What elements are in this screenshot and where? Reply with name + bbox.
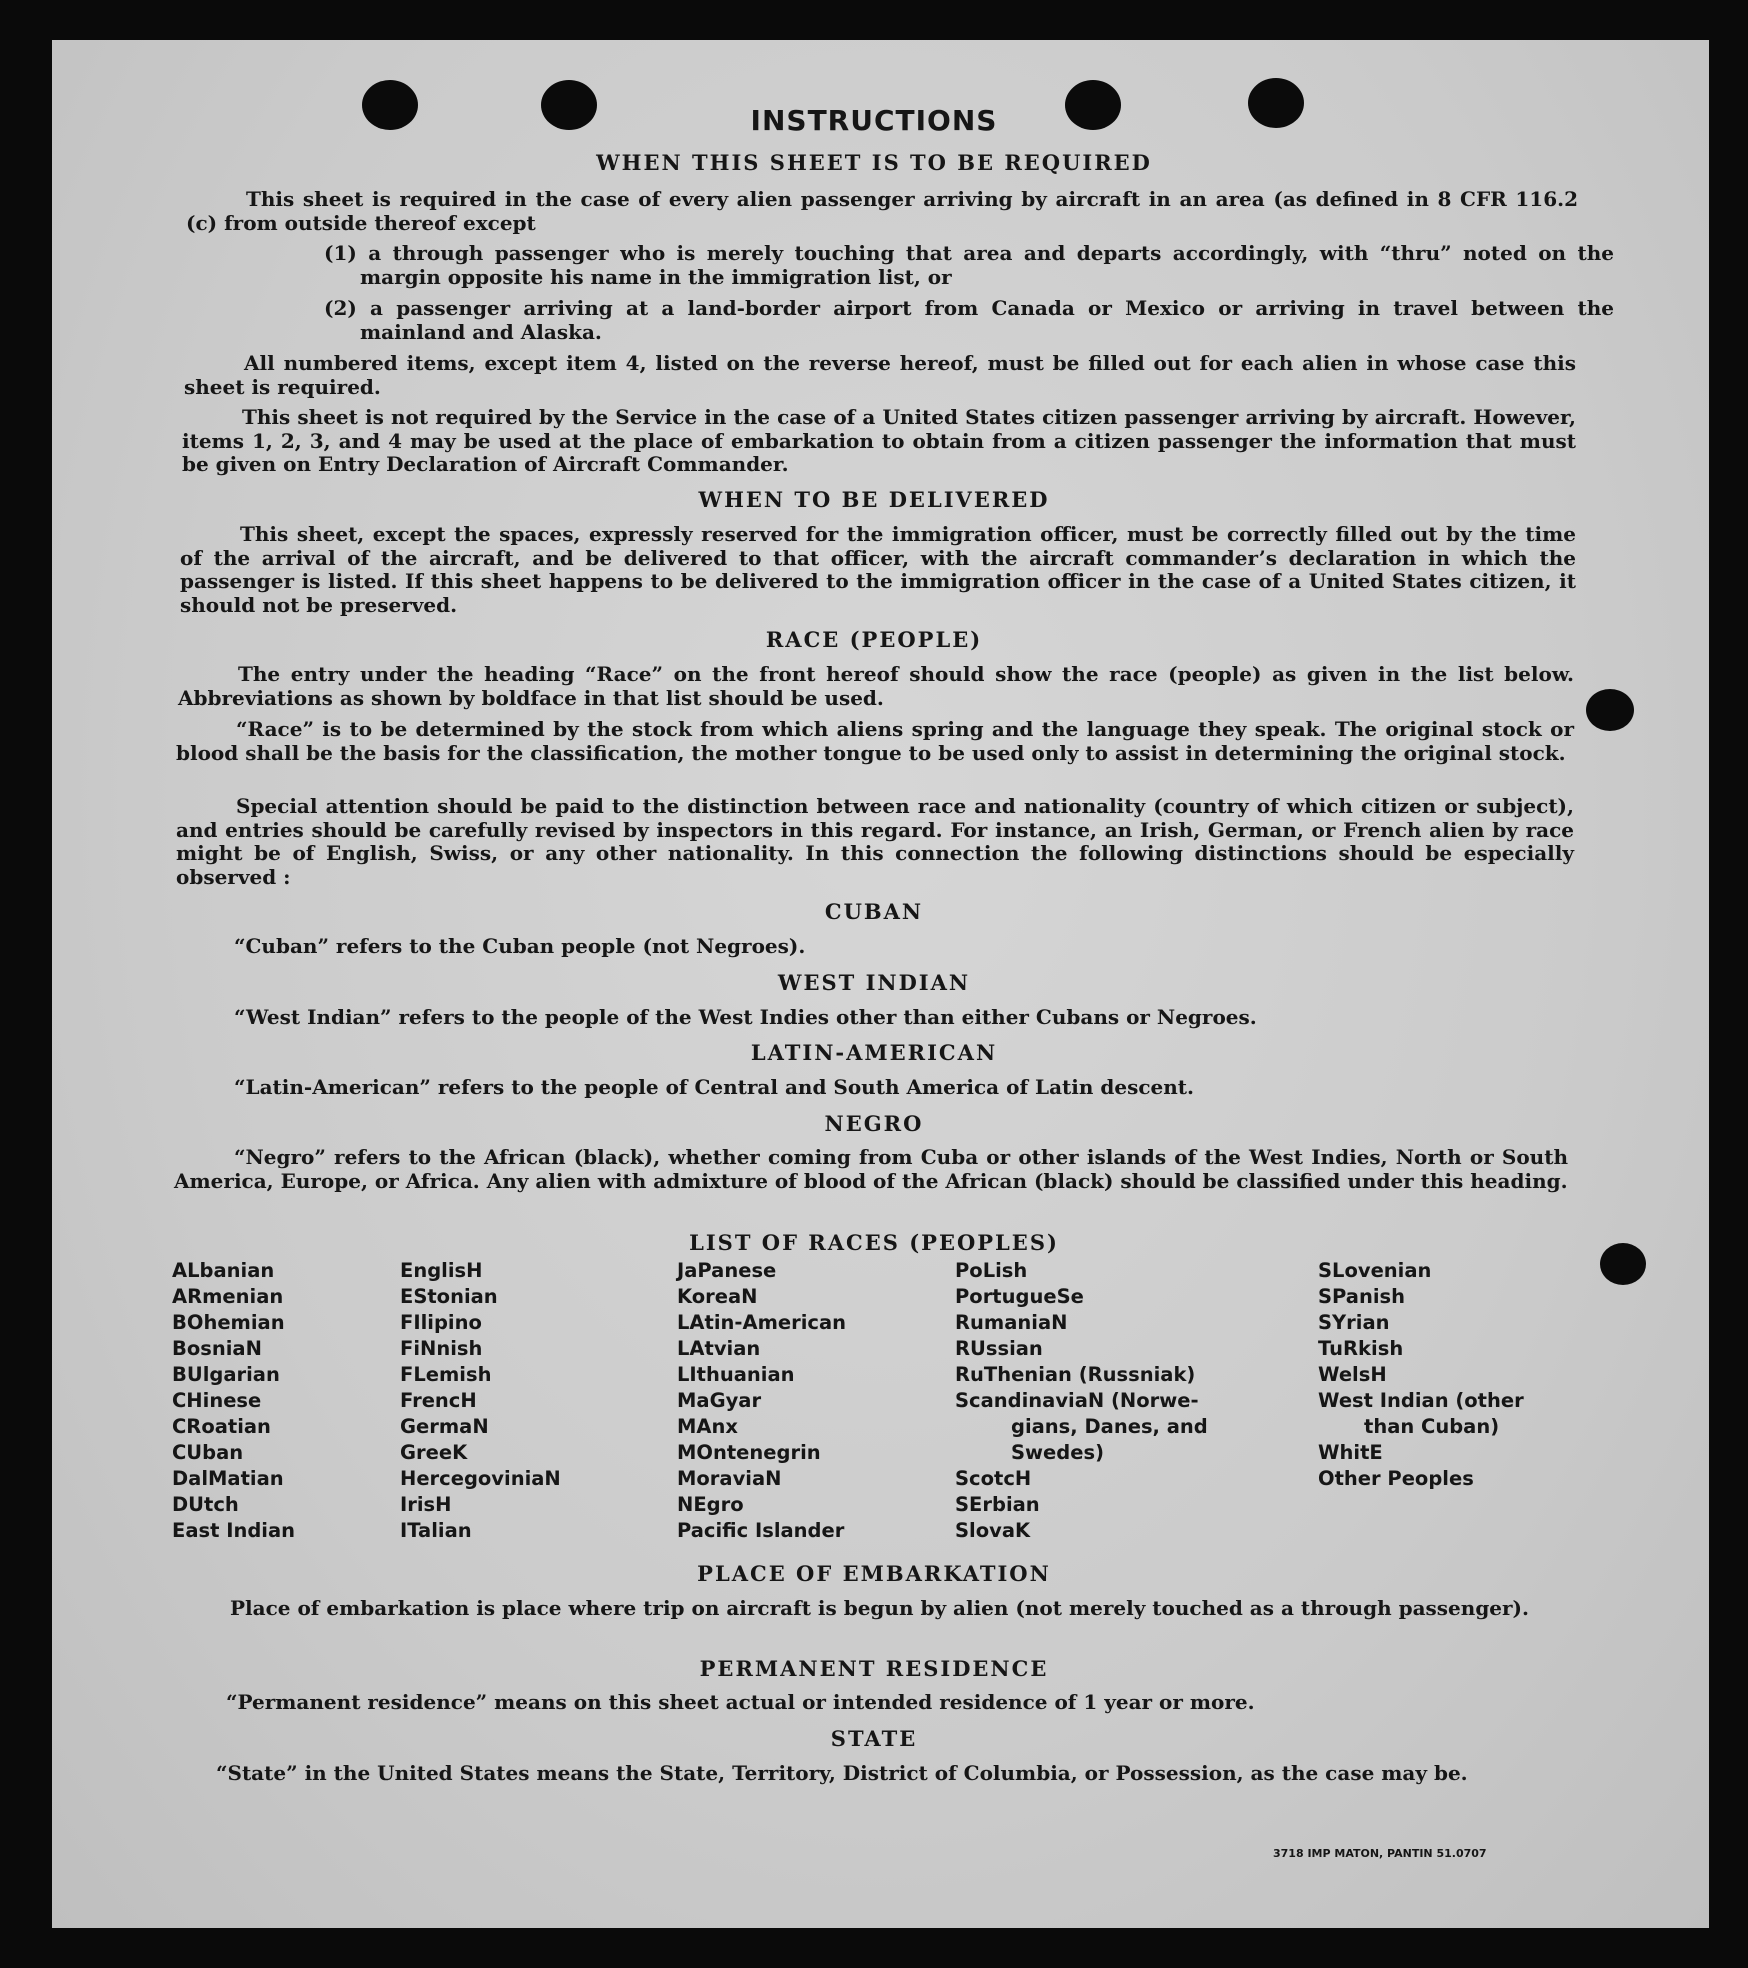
race-item: BUlgarian bbox=[172, 1363, 280, 1386]
race-item: NEgro bbox=[677, 1493, 744, 1516]
heading-embarkation: PLACE OF EMBARKATION bbox=[697, 1561, 1051, 1586]
paragraph-race-stock: “Race” is to be determined by the stock from which aliens spring and the language they speak. The original stock or blood shall be the basis for the classification, the mother tongue to be used only to assist in determining the original stock. bbox=[176, 717, 1574, 765]
race-item: ScandinaviaN (Norwe- bbox=[955, 1389, 1199, 1412]
exception-item-1: (1) a through passenger who is merely touching that area and departs accordingly, with “thru” noted on the margin opposite his name in the immigration list, or bbox=[324, 241, 1614, 289]
race-item: MAnx bbox=[677, 1415, 738, 1438]
race-item: EStonian bbox=[400, 1285, 498, 1308]
race-item: BOhemian bbox=[172, 1311, 285, 1334]
punch-hole bbox=[1586, 689, 1634, 731]
race-item-continuation: than Cuban) bbox=[1364, 1415, 1500, 1438]
race-item: MoraviaN bbox=[677, 1467, 782, 1490]
race-item: RumaniaN bbox=[955, 1311, 1068, 1334]
heading-permanent-residence: PERMANENT RESIDENCE bbox=[699, 1656, 1049, 1681]
race-item: FrencH bbox=[400, 1389, 477, 1412]
race-item: ScotcH bbox=[955, 1467, 1032, 1490]
race-item: SLovenian bbox=[1318, 1259, 1432, 1282]
race-item: PoLish bbox=[955, 1259, 1028, 1282]
page-title: INSTRUCTIONS bbox=[750, 104, 998, 137]
race-item: CRoatian bbox=[172, 1415, 271, 1438]
race-item: RuThenian (Russniak) bbox=[955, 1363, 1196, 1386]
race-list-column-3 bbox=[677, 1258, 846, 1544]
race-item: DalMatian bbox=[172, 1467, 284, 1490]
paragraph-permanent-residence: “Permanent residence” means on this sheet actual or intended residence of 1 year or more. bbox=[226, 1690, 1255, 1714]
race-item: WelsH bbox=[1318, 1363, 1387, 1386]
race-item: SYrian bbox=[1318, 1311, 1390, 1334]
race-item: CUban bbox=[172, 1441, 244, 1464]
race-item: LAtvian bbox=[677, 1337, 761, 1360]
paragraph-state: “State” in the United States means the State, Territory, District of Columbia, or Possession, as the case may be. bbox=[216, 1761, 1468, 1785]
race-item: RUssian bbox=[955, 1337, 1043, 1360]
paragraph-numbered-items: All numbered items, except item 4, listed on the reverse hereof, must be filled out for each alien in whose case this sheet is required. bbox=[184, 351, 1576, 399]
race-item: FIlipino bbox=[400, 1311, 482, 1334]
heading-race: RACE (PEOPLE) bbox=[765, 627, 983, 652]
race-item: GermaN bbox=[400, 1415, 489, 1438]
heading-cuban: CUBAN bbox=[824, 899, 924, 924]
race-item-continuation: Swedes) bbox=[1011, 1441, 1104, 1464]
race-item: SPanish bbox=[1318, 1285, 1406, 1308]
race-item: Other Peoples bbox=[1318, 1467, 1474, 1490]
race-item: MaGyar bbox=[677, 1389, 762, 1412]
race-item-continuation: gians, Danes, and bbox=[1011, 1415, 1208, 1438]
race-item: KoreaN bbox=[677, 1285, 758, 1308]
paragraph-race-nationality: Special attention should be paid to the distinction between race and nationality (country of which citizen or subject), and entries should be carefully revised by inspectors in this regard. For instance, an Irish, German, or French alien by race might be of English, Swiss, or any other nationality. In this connection the following distinctions should be especially observed : bbox=[176, 794, 1574, 889]
race-item: ITalian bbox=[400, 1519, 472, 1542]
race-item: ARmenian bbox=[172, 1285, 284, 1308]
race-item: LAtin-American bbox=[677, 1311, 847, 1334]
race-item: CHinese bbox=[172, 1389, 262, 1412]
race-item: East Indian bbox=[172, 1519, 296, 1542]
race-item: SErbian bbox=[955, 1493, 1040, 1516]
race-item: IrisH bbox=[400, 1493, 452, 1516]
race-item: GreeK bbox=[400, 1441, 468, 1464]
race-list-column-1 bbox=[172, 1258, 295, 1544]
race-item: JaPanese bbox=[677, 1259, 777, 1282]
race-item: FiNnish bbox=[400, 1337, 483, 1360]
race-item: HercegoviniaN bbox=[400, 1467, 561, 1490]
race-list-column-2 bbox=[400, 1258, 561, 1544]
race-item: DUtch bbox=[172, 1493, 239, 1516]
race-item: PortugueSe bbox=[955, 1285, 1084, 1308]
race-item: EnglisH bbox=[400, 1259, 483, 1282]
heading-latin-american: LATIN-AMERICAN bbox=[750, 1040, 998, 1065]
race-item: LIthuanian bbox=[677, 1363, 795, 1386]
paragraph-negro: “Negro” refers to the African (black), whether coming from Cuba or other islands of the West Indies, North or South America, Europe, or Africa. Any alien with admixture of blood of the African (black) should be classified under this heading. bbox=[174, 1145, 1568, 1193]
race-item: TuRkish bbox=[1318, 1337, 1404, 1360]
paragraph-latin-american: “Latin-American” refers to the people of Central and South America of Latin descent. bbox=[234, 1075, 1194, 1099]
paragraph-race-entry: The entry under the heading “Race” on the front hereof should show the race (people) as given in the list below. Abbreviations as shown by boldface in that list should be used. bbox=[178, 662, 1574, 710]
paragraph-citizen: This sheet is not required by the Service in the case of a United States citizen passenger arriving by aircraft. However, items 1, 2, 3, and 4 may be used at the place of embarkation to obtain from a citizen passenger the information that must be given on Entry Declaration of Aircraft Commander. bbox=[182, 405, 1576, 476]
race-list-column-5 bbox=[1318, 1258, 1524, 1492]
heading-when-delivered: WHEN TO BE DELIVERED bbox=[698, 487, 1050, 512]
heading-negro: NEGRO bbox=[824, 1111, 924, 1136]
race-item: Pacific Islander bbox=[677, 1519, 845, 1542]
race-item: BosniaN bbox=[172, 1337, 262, 1360]
paragraph-required-intro: This sheet is required in the case of every alien passenger arriving by aircraft in an area (as defined in 8 CFR 116.2 (c) from outside thereof except bbox=[186, 187, 1578, 235]
exception-item-2: (2) a passenger arriving at a land-border airport from Canada or Mexico or arriving in travel between the mainland and Alaska. bbox=[324, 296, 1614, 344]
race-item: WhitE bbox=[1318, 1441, 1383, 1464]
heading-when-required: WHEN THIS SHEET IS TO BE REQUIRED bbox=[596, 150, 1152, 175]
race-item: ALbanian bbox=[172, 1259, 275, 1282]
paragraph-embarkation: Place of embarkation is place where trip on aircraft is begun by alien (not merely touched as a through passenger). bbox=[230, 1596, 1529, 1620]
race-list-column-4 bbox=[955, 1258, 1208, 1544]
paragraph-cuban: “Cuban” refers to the Cuban people (not Negroes). bbox=[234, 934, 806, 958]
printer-imprint: 3718 IMP MATON, PANTIN 51.0707 bbox=[1273, 1847, 1487, 1860]
race-item: FLemish bbox=[400, 1363, 492, 1386]
race-item: SlovaK bbox=[955, 1519, 1031, 1542]
heading-state: STATE bbox=[830, 1726, 918, 1751]
heading-list-of-races: LIST OF RACES (PEOPLES) bbox=[689, 1230, 1059, 1255]
race-item: MOntenegrin bbox=[677, 1441, 821, 1464]
paragraph-delivery: This sheet, except the spaces, expressly reserved for the immigration officer, must be correctly filled out by the time of the arrival of the aircraft, and be delivered to that officer, with the aircraft commander’s declaration in which the passenger is listed. If this sheet happens to be delivered to the immigration officer in the case of a United States citizen, it should not be preserved. bbox=[180, 522, 1576, 617]
paragraph-west-indian: “West Indian” refers to the people of the West Indies other than either Cubans or Negroes. bbox=[234, 1005, 1257, 1029]
heading-west-indian: WEST INDIAN bbox=[777, 970, 971, 995]
race-item: West Indian (other bbox=[1318, 1389, 1524, 1412]
